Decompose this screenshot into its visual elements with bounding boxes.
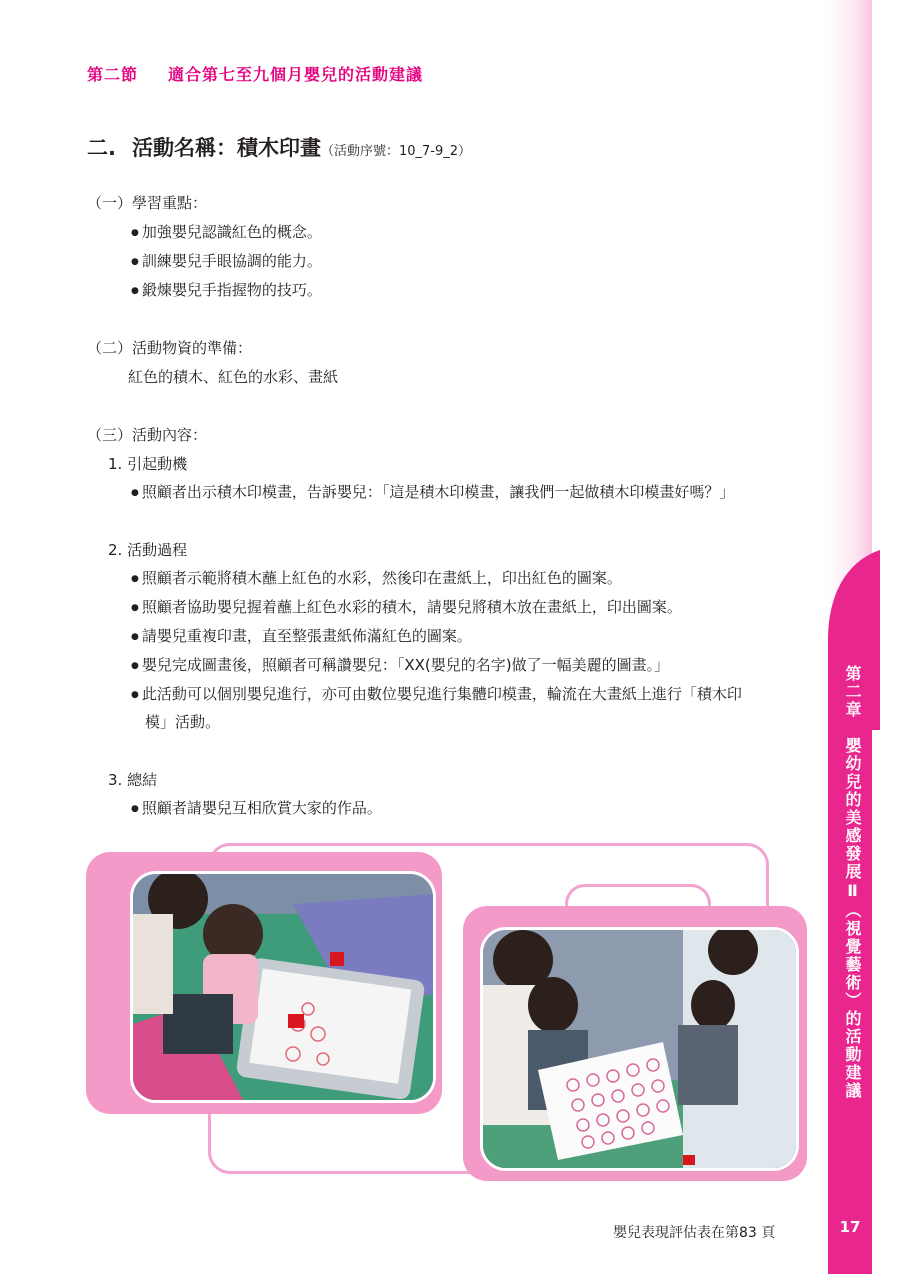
step1-bullet: ● 照顧者出示積木印模畫，告訴嬰兒：「這是積木印模畫，讓我們一起做積木印模畫好嗎？」	[131, 482, 734, 505]
step2-bullet: ● 請嬰兒重複印畫，直至整張畫紙佈滿紅色的圖案。	[131, 626, 472, 649]
activity-title	[87, 132, 471, 162]
part1-bullet: ● 訓練嬰兒手眼協調的能力。	[131, 251, 322, 274]
photo-illustration	[483, 930, 796, 1168]
sidebar-chapter-title: 第二章 嬰幼兒的美感發展Ⅱ（視覺藝術）的活動建議	[843, 665, 862, 1100]
step2-continuation: 模」活動。	[145, 713, 221, 731]
activity-name: 活動名稱：積木印畫	[131, 136, 321, 160]
step2-bullet: ● 嬰兒完成圖畫後，照顧者可稱讚嬰兒：「XX(嬰兒的名字)做了一幅美麗的圖畫。」	[131, 655, 669, 678]
photo-infant-stamping	[130, 871, 436, 1103]
part3-heading: （三）活動內容：	[87, 426, 208, 444]
section-title: 適合第七至九個月嬰兒的活動建議	[168, 65, 424, 84]
step2-bullet: ● 照顧者協助嬰兒握着蘸上紅色水彩的積木，請嬰兒將積木放在畫紙上，印出圖案。	[131, 597, 682, 620]
step2-bullet: ● 此活動可以個別嬰兒進行，亦可由數位嬰兒進行集體印模畫，輪流在大畫紙上進行「積木印	[131, 684, 742, 707]
step3-title: 3. 總結	[108, 771, 158, 789]
step2-bullet: ● 照顧者示範將積木蘸上紅色的水彩，然後印在畫紙上，印出紅色的圖案。	[131, 568, 622, 591]
part1-heading: （一）學習重點：	[87, 194, 208, 212]
photo-illustration	[133, 874, 433, 1100]
part1-bullet: ● 加強嬰兒認識紅色的概念。	[131, 222, 322, 245]
section-label: 第二節	[87, 65, 139, 84]
step1-title: 1. 引起動機	[108, 455, 188, 473]
activity-number: 二.	[87, 136, 116, 160]
footer-note: 嬰兒表現評估表在第83 頁	[613, 1225, 776, 1241]
step2-title: 2. 活動過程	[108, 541, 188, 559]
step3-bullet: ● 照顧者請嬰兒互相欣賞大家的作品。	[131, 798, 382, 821]
part2-content: 紅色的積木、紅色的水彩、畫紙	[128, 368, 339, 386]
part2-heading: （二）活動物資的準備：	[87, 339, 253, 357]
page-number: 17	[839, 1218, 861, 1236]
photo-infants-artwork	[480, 927, 799, 1171]
section-header	[87, 62, 423, 85]
part1-bullet: ● 鍛煉嬰兒手指握物的技巧。	[131, 280, 322, 303]
activity-serial: （活動序號：10_7-9_2）	[320, 144, 472, 159]
